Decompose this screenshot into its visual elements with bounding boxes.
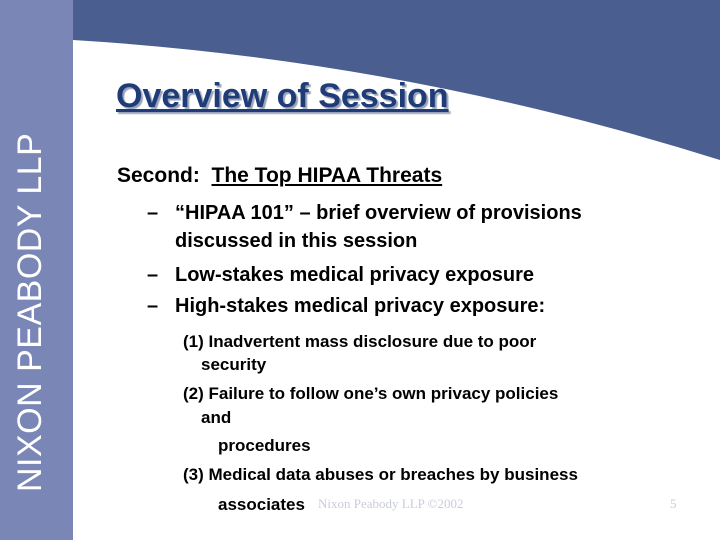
sub-bullet-text: (1) Inadvertent mass disclosure due to poor	[183, 332, 537, 351]
slide-title: Overview of Session	[116, 77, 449, 115]
bullet-text: “HIPAA 101” – brief overview of provisions	[175, 202, 582, 224]
firm-name-vertical: NIXON PEABODY LLP	[11, 132, 49, 492]
bullet-dash: –	[147, 264, 159, 286]
heading-topic: The Top HIPAA Threats	[211, 164, 443, 187]
bullet-text: Low-stakes medical privacy exposure	[175, 264, 535, 286]
bullet-text: discussed in this session	[175, 230, 418, 252]
heading-line	[117, 164, 442, 188]
heading-prefix: Second:	[117, 164, 200, 187]
sub-bullet-text: (3) Medical data abuses or breaches by business	[183, 465, 578, 484]
sub-bullet-text: (2) Failure to follow one’s own privacy policies	[183, 384, 559, 403]
bullet-text: High-stakes medical privacy exposure:	[175, 295, 546, 317]
bullet-dash: –	[147, 295, 159, 317]
sub-bullet-text: associates	[218, 495, 305, 514]
bullet-dash: –	[147, 202, 159, 224]
sub-bullet-text: procedures	[218, 436, 311, 455]
sub-bullet-text: security	[201, 355, 267, 374]
sub-bullet-text: and	[201, 408, 232, 427]
footer-copyright: Nixon Peabody LLP ©2002	[318, 496, 464, 511]
page-number: 5	[670, 496, 677, 511]
